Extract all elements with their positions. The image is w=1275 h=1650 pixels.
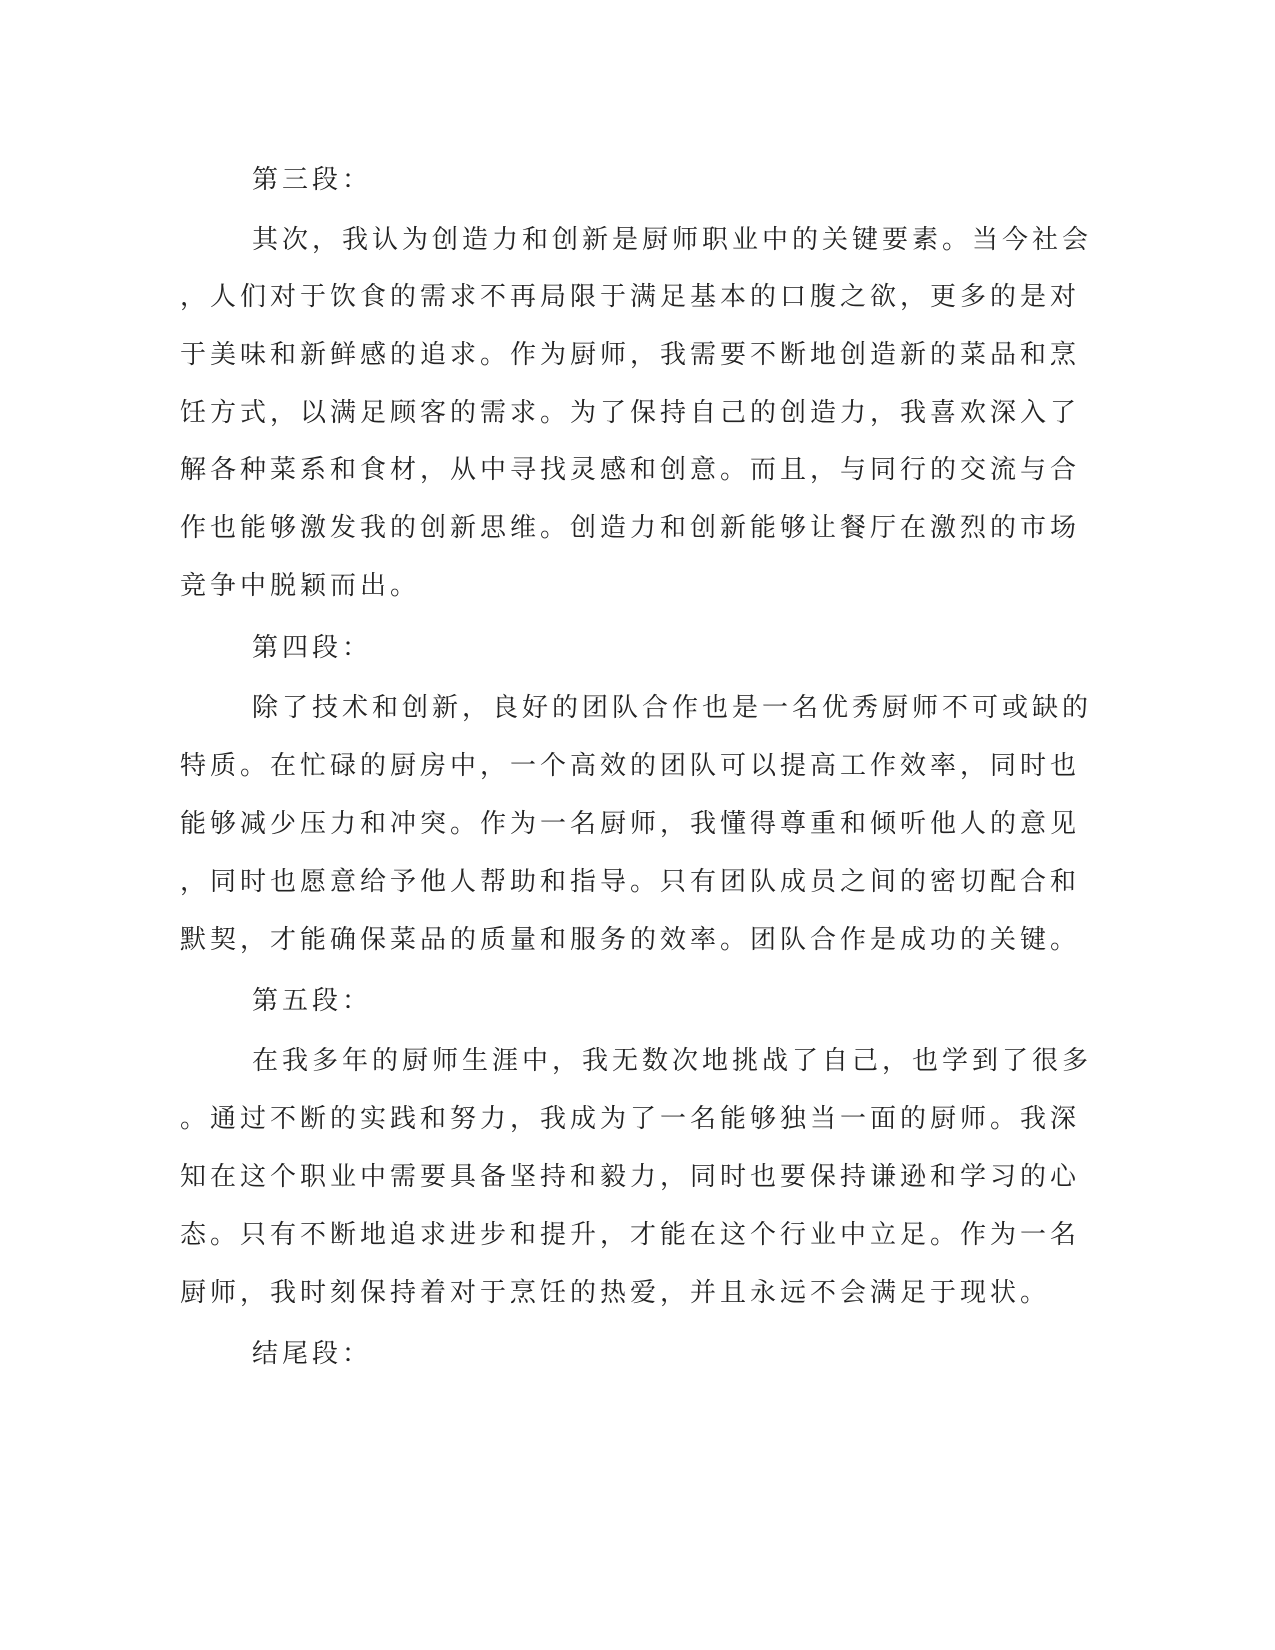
paragraph-line: 解各种菜系和食材，从中寻找灵感和创意。而且，与同行的交流与合: [180, 455, 1081, 485]
paragraph-line: 除了技术和创新，良好的团队合作也是一名优秀厨师不可或缺的: [252, 693, 1093, 723]
paragraph-line: 。通过不断的实践和努力，我成为了一名能够独当一面的厨师。我深: [180, 1104, 1081, 1134]
paragraph-line: 知在这个职业中需要具备坚持和毅力，同时也要保持谦逊和学习的心: [180, 1162, 1081, 1192]
section-heading-5: 第五段：: [252, 986, 373, 1016]
paragraph-line: 态。只有不断地追求进步和提升，才能在这个行业中立足。作为一名: [180, 1220, 1081, 1250]
section-heading-ending: 结尾段：: [252, 1339, 373, 1369]
paragraph-line: 竞争中脱颖而出。: [180, 571, 421, 601]
section-heading-4: 第四段：: [252, 633, 373, 663]
paragraph-line: 能够减少压力和冲突。作为一名厨师，我懂得尊重和倾听他人的意见: [180, 809, 1081, 839]
paragraph-line: 默契，才能确保菜品的质量和服务的效率。团队合作是成功的关键。: [180, 925, 1081, 955]
paragraph-line: 在我多年的厨师生涯中，我无数次地挑战了自己，也学到了很多: [252, 1046, 1093, 1076]
section-heading-3: 第三段：: [252, 165, 373, 195]
paragraph-line: 饪方式，以满足顾客的需求。为了保持自己的创造力，我喜欢深入了: [180, 398, 1081, 428]
paragraph-line: 厨师，我时刻保持着对于烹饪的热爱，并且永远不会满足于现状。: [180, 1278, 1051, 1308]
paragraph-line: 作也能够激发我的创新思维。创造力和创新能够让餐厅在激烈的市场: [180, 513, 1081, 543]
paragraph-line: 特质。在忙碌的厨房中，一个高效的团队可以提高工作效率，同时也: [180, 751, 1081, 781]
paragraph-line: ，同时也愿意给予他人帮助和指导。只有团队成员之间的密切配合和: [180, 867, 1081, 897]
paragraph-line: 其次，我认为创造力和创新是厨师职业中的关键要素。当今社会: [252, 225, 1093, 255]
paragraph-line: ，人们对于饮食的需求不再局限于满足基本的口腹之欲，更多的是对: [180, 282, 1081, 312]
paragraph-line: 于美味和新鲜感的追求。作为厨师，我需要不断地创造新的菜品和烹: [180, 340, 1081, 370]
